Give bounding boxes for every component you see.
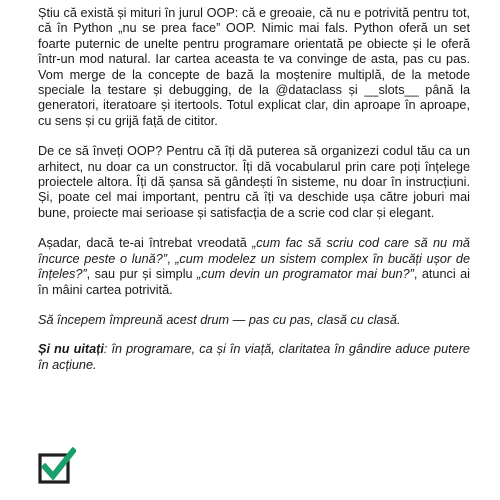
questions-sep-2: , sau pur și simplu <box>86 267 198 282</box>
paragraph-why-learn-oop: De ce să înveți OOP? Pentru că îți dă puterea să organizezi codul tău ca un arhitect, nu doar ca un constructor. Îți dă vocabularul prin care poți înțelege proiectele altora. Îți dă șansa să gândești în sisteme, nu doar în instrucțiuni. Și, poate cel mai important, pentru că îți va deschide ușa către joburi mai bune, proiecte mai serioase și satisfacția de a scrie cod clar și elegant. <box>38 144 470 220</box>
remember-lead: Și nu uitați <box>38 342 104 357</box>
remember-rest: : în programare, ca și în viață, claritatea în gândire aduce putere în acțiune. <box>38 342 470 372</box>
paragraph-lets-begin: Să începem împreună acest drum — pas cu pas, clasă cu clasă. <box>38 312 401 327</box>
document-body <box>38 6 470 388</box>
question-two: „cum modelez un sistem complex în bucăți ușor de înțeles?” <box>38 251 470 282</box>
questions-outro: , atunci ai în mâini cartea potrivită. <box>38 267 470 297</box>
paragraph-questions <box>38 236 470 298</box>
questions-intro: Așadar, dacă te-ai întrebat vreodată <box>38 236 253 251</box>
paragraph-remember <box>38 342 470 373</box>
checkbox-check-icon <box>38 447 76 485</box>
questions-sep-1: , <box>167 251 176 266</box>
question-three: „cum devin un programator mai bun?” <box>197 267 414 282</box>
question-one: „cum fac să scriu cod care să nu mă încurce peste o lună?” <box>38 236 470 266</box>
paragraph-oop-myths: Știu că există și mituri în jurul OOP: că e greoaie, că nu e potrivită pentru tot, că în Python „nu se prea face” OOP. Nimic mai fals. Python oferă un set foarte puternic de unelte pentru programare orientată pe obiecte și le oferă într-un mod natural. Iar cartea aceasta te va convinge de asta, pas cu pas. Vom merge de la concepte de bază la moștenire multiplă, de la metode speciale la testare și debugging, de la @dataclass și __slots__ până la generatori, iteratoare și itertools. Totul explicat clar, din aproape în aproape, cu sens și cu grijă față de cititor. <box>38 6 470 128</box>
